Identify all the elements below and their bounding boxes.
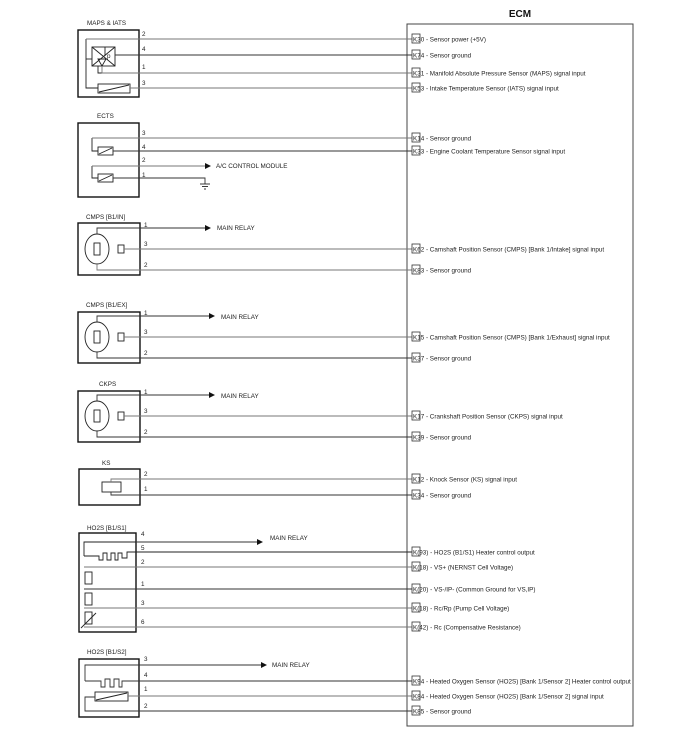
- pin-number: 2: [142, 157, 146, 164]
- ecm-box: [407, 24, 633, 726]
- ecm-terminal-label: K85 - Sensor ground: [413, 708, 472, 716]
- arrow-icon: [205, 163, 211, 169]
- arrow-icon: [205, 225, 211, 231]
- ecm-terminal-label: K31 - Manifold Absolute Pressure Sensor (MAPS) signal input: [413, 70, 586, 78]
- external-connection-label: A/C CONTROL MODULE: [216, 163, 288, 170]
- ecm-terminal-label: K14 - Sensor ground: [413, 135, 472, 143]
- cell-icon: [85, 593, 92, 605]
- heater-element-icon: [85, 679, 412, 687]
- pin-number: 2: [144, 471, 148, 478]
- sensor-ckps: [78, 381, 412, 442]
- pin-number: 3: [142, 80, 146, 87]
- pin-number: 1: [144, 389, 148, 396]
- pin-number: 3: [144, 329, 148, 336]
- pin-number: 2: [144, 350, 148, 357]
- ecm-terminal-label: K33 - Engine Coolant Temperature Sensor signal input: [413, 148, 566, 156]
- ecm-terminal-label: K37 - Sensor ground: [413, 355, 472, 363]
- pin-number: 3: [144, 656, 148, 663]
- sensor-box: [79, 659, 139, 717]
- ecm-terminals: [412, 34, 631, 716]
- ecm-terminal-label: K17 - Crankshaft Position Sensor (CKPS) signal input: [413, 413, 563, 421]
- pin-number: 3: [142, 130, 146, 137]
- ecm-terminal-label: K(18) - Rc/Rp (Pump Cell Voltage): [413, 605, 510, 613]
- pin-number: 1: [144, 222, 148, 229]
- sensor-ects: [78, 113, 412, 197]
- pin-number: 1: [144, 486, 148, 493]
- ecm-terminal-label: K(42) - Rc (Compensative Resistance): [413, 624, 521, 632]
- pin-number: 2: [144, 429, 148, 436]
- sensor-cmps-in: [78, 214, 412, 275]
- ground-icon: [200, 184, 210, 189]
- knock-sensor-icon: [102, 482, 121, 492]
- ecm-terminal-label: K12 - Knock Sensor (KS) signal input: [413, 476, 517, 484]
- ecm-terminal-label: K34 - Sensor ground: [413, 492, 472, 500]
- cell-icon: [85, 572, 92, 584]
- pin-number: 1: [141, 581, 145, 588]
- sensor-label: CKPS: [99, 381, 117, 388]
- pin-number: 1: [144, 310, 148, 317]
- external-connection-label: MAIN RELAY: [272, 662, 310, 669]
- ecm-terminal-label: K(20) - VS-/IP- (Common Ground for VS,IP): [413, 586, 536, 594]
- ecm-terminal-label: K53 - Intake Temperature Sensor (IATS) signal input: [413, 85, 559, 93]
- pin-number: 1: [142, 64, 146, 71]
- pin-number: 3: [144, 241, 148, 248]
- ecm-terminal-label: K(93) - HO2S (B1/S1) Heater control output: [413, 549, 535, 557]
- ecm-terminal-label: K74 - Sensor ground: [413, 52, 472, 60]
- sensor-label: ECTS: [97, 113, 114, 120]
- sensor-label: KS: [102, 460, 111, 467]
- sensor-ho2s-b1s1: [79, 525, 412, 632]
- arrow-icon: [209, 392, 215, 398]
- sensor-label: HO2S [B1/S1]: [87, 525, 127, 532]
- external-connection-label: MAIN RELAY: [221, 314, 259, 321]
- svg-text:p: p: [107, 53, 111, 60]
- ecm-terminal-label: K(18) - VS+ (NERNST Cell Voltage): [413, 564, 514, 572]
- pin-number: 5: [141, 545, 145, 552]
- sensor-maps-iats: [78, 20, 412, 97]
- ecm-title: ECM: [508, 9, 532, 20]
- sensor-ks: [79, 460, 412, 505]
- arrow-icon: [261, 662, 267, 668]
- arrow-icon: [209, 313, 215, 319]
- pin-number: 4: [142, 46, 146, 53]
- external-connection-label: MAIN RELAY: [221, 393, 259, 400]
- sensor-cmps-ex: [78, 302, 412, 363]
- ecm-terminal-label: K15 - Camshaft Position Sensor (CMPS) [Bank 1/Exhaust] signal input: [413, 334, 610, 342]
- pin-number: 2: [144, 703, 148, 710]
- ecm-terminal-label: K30 - Sensor power (+5V): [413, 36, 486, 44]
- pin-number: 4: [144, 672, 148, 679]
- ecm-terminal-label: K62 - Camshaft Position Sensor (CMPS) [Bank 1/Intake] signal input: [413, 246, 605, 254]
- pin-number: 1: [144, 686, 148, 693]
- pin-number: 1: [142, 172, 146, 179]
- heater-element-icon: [84, 552, 412, 560]
- ecm-terminal-label: K84 - Heated Oxygen Sensor (HO2S) [Bank 1/Sensor 2] signal input: [413, 693, 604, 701]
- pin-number: 2: [141, 559, 145, 566]
- sensor-label: MAPS & IATS: [87, 20, 127, 27]
- pin-number: 2: [142, 31, 146, 38]
- pin-number: 6: [141, 619, 145, 626]
- heater-icon: [84, 542, 256, 556]
- sensor-label: CMPS [B1/IN]: [86, 214, 126, 221]
- external-connection-label: MAIN RELAY: [217, 225, 255, 232]
- sensor-label: CMPS [B1/EX]: [86, 302, 128, 309]
- sensor-ho2s-b1s2: [79, 649, 412, 717]
- pin-number: 4: [141, 531, 145, 538]
- pin-number: 4: [142, 144, 146, 151]
- sensor-label: HO2S [B1/S2]: [87, 649, 127, 656]
- external-connection-label: MAIN RELAY: [270, 535, 308, 542]
- pin-number: 2: [144, 262, 148, 269]
- ecm-terminal-label: K39 - Sensor ground: [413, 434, 472, 442]
- sensor-box: [78, 123, 139, 197]
- pin-number: 3: [141, 600, 145, 607]
- ecm-terminal-label: K94 - Heated Oxygen Sensor (HO2S) [Bank 1/Sensor 2] Heater control output: [413, 678, 631, 686]
- arrow-icon: [257, 539, 263, 545]
- ecm-terminal-label: K83 - Sensor ground: [413, 267, 472, 275]
- pin-number: 3: [144, 408, 148, 415]
